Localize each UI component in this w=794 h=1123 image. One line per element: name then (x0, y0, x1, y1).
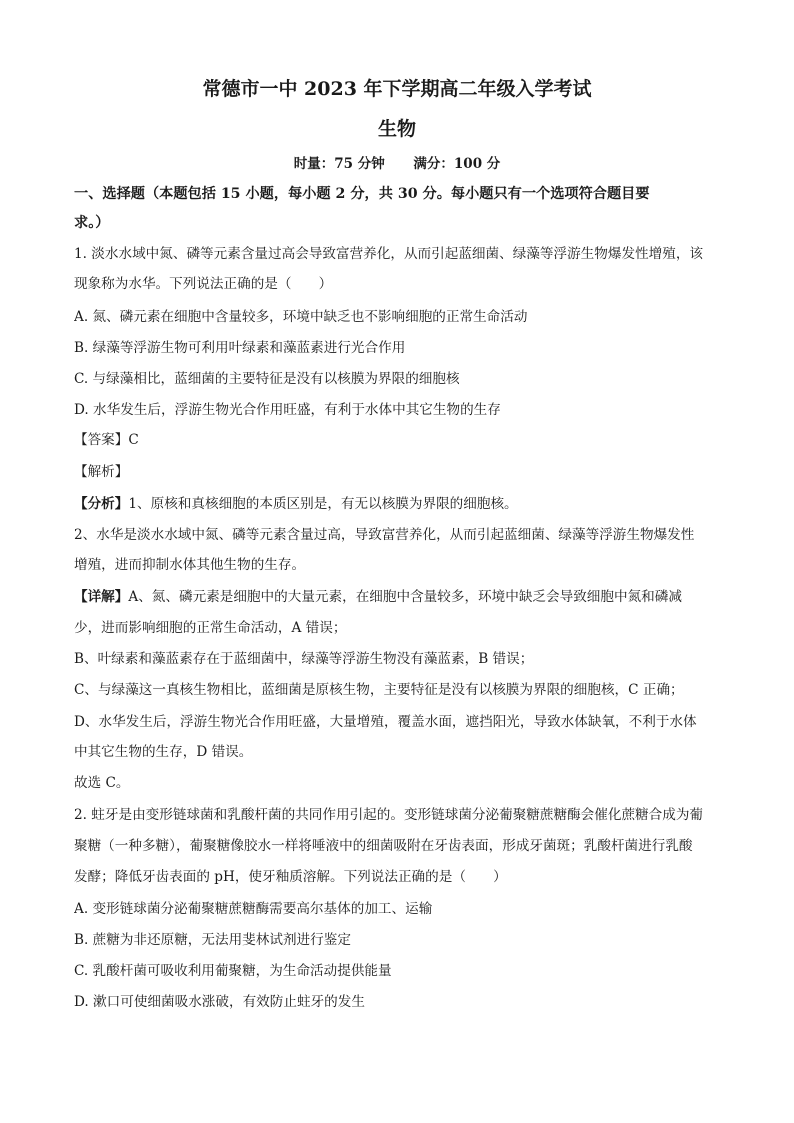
q2-stem-line1: 2. 蛀牙是由变形链球菌和乳酸杆菌的共同作用引起的。变形链球菌分泌葡聚糖蔗糖酶会催化蔗糖合成为葡 (74, 807, 704, 823)
q2-option-d: D. 漱口可使细菌吸水涨破，有效防止蛀牙的发生 (74, 994, 365, 1010)
analysis-text-1: 1、原核和真核细胞的本质区别是，有无以核膜为界限的细胞核。 (128, 496, 518, 512)
q2-option-c: C. 乳酸杆菌可吸收利用葡聚糖，为生命活动提供能量 (74, 963, 392, 979)
q2-stem-line3: 发酵；降低牙齿表面的 pH，使牙釉质溶解。下列说法正确的是（ ） (74, 869, 507, 885)
q1-conclusion: 故选 C。 (74, 775, 130, 791)
detail-text-a1: A、氮、磷元素是细胞中的大量元素，在细胞中含量较多，环境中缺乏会导致细胞中氮和磷减 (128, 589, 682, 605)
q2-option-a: A. 变形链球菌分泌葡聚糖蔗糖酶需要高尔基体的加工、运输 (74, 901, 433, 917)
q1-option-c: C. 与绿藻相比，蓝细菌的主要特征是没有以核膜为界限的细胞核 (74, 371, 460, 387)
q1-jiexi-label: 【解析】 (74, 464, 129, 480)
time-limit: 时量：75 分钟 (293, 156, 385, 172)
section-heading-line1: 一、选择题（本题包括 15 小题，每小题 2 分，共 30 分。每小题只有一个选项符合题目要 (74, 186, 650, 202)
q1-detail-d1: D、水华发生后，浮游生物光合作用旺盛，大量增殖，覆盖水面，遮挡阳光，导致水体缺氧，不利于水体 (74, 714, 697, 730)
subject-title: 生物 (377, 118, 416, 140)
q1-analysis-2a: 2、水华是淡水水域中氮、磷等元素含量过高，导致富营养化，从而引起蓝细菌、绿藻等浮游生物爆发性 (74, 527, 695, 543)
q1-detail-a2: 少，进而影响细胞的正常生命活动，A 错误； (74, 620, 347, 636)
q1-stem-line2: 现象称为水华。下列说法正确的是（ ） (74, 276, 333, 292)
full-score: 满分：100 分 (413, 156, 501, 172)
q1-detail-c: C、与绿藻这一真核生物相比，蓝细菌是原核生物，主要特征是没有以核膜为界限的细胞核，C 正确； (74, 682, 684, 698)
q1-option-a: A. 氮、磷元素在细胞中含量较多，环境中缺乏也不影响细胞的正常生命活动 (74, 309, 528, 325)
q1-option-b: B. 绿藻等浮游生物可利用叶绿素和藻蓝素进行光合作用 (74, 340, 406, 356)
q1-option-d: D. 水华发生后，浮游生物光合作用旺盛，有利于水体中其它生物的生存 (74, 402, 501, 418)
q1-detail-b: B、叶绿素和藻蓝素存在于蓝细菌中，绿藻等浮游生物没有藻蓝素，B 错误； (74, 651, 534, 667)
section-heading-line2: 求。） (74, 215, 110, 231)
q2-option-b: B. 蔗糖为非还原糖，无法用斐林试剂进行鉴定 (74, 932, 351, 948)
q1-detail-a1 (74, 588, 724, 606)
analysis-tag: 【分析】 (74, 496, 129, 512)
q1-analysis-1 (74, 495, 724, 513)
q2-stem-line2: 聚糖（一种多糖），葡聚糖像胶水一样将唾液中的细菌吸附在牙齿表面，形成牙菌斑；乳酸杆菌进行乳酸 (74, 838, 693, 854)
detail-tag: 【详解】 (74, 589, 129, 605)
exam-title: 常德市一中 2023 年下学期高二年级入学考试 (202, 78, 592, 100)
q1-analysis-2b: 增殖，进而抑制水体其他生物的生存。 (74, 557, 306, 573)
q1-detail-d2: 中其它生物的生存，D 错误。 (74, 744, 253, 760)
q1-stem-line1: 1. 淡水水域中氮、磷等元素含量过高会导致富营养化，从而引起蓝细菌、绿藻等浮游生物爆发性增殖，该 (74, 246, 704, 262)
q1-answer: 【答案】C (74, 432, 139, 448)
exam-meta (0, 152, 794, 172)
